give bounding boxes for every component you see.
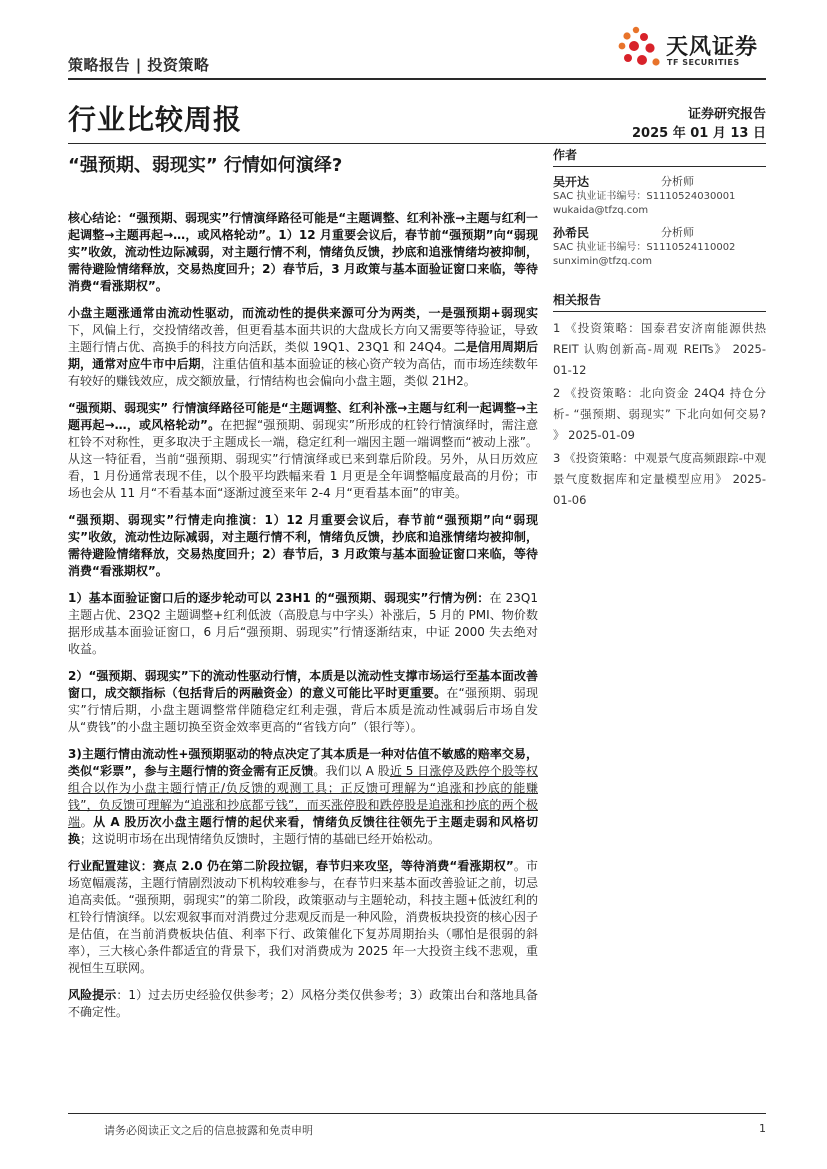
paragraph-8 <box>68 858 538 977</box>
related-report-item[interactable]: 1 《投资策略：国泰君安济南能源供热 REIT 认购创新高-周观 REITs》 2025-01-12 <box>553 321 766 377</box>
p7-text-1: 。我们以 A 股 <box>313 764 390 778</box>
p6-bold-1: 2）“强预期、弱现实”下的流动性驱动行情，本质是以流动性支撑市场运行至基本面改善窗口，成交额指标（包括背后的两融资金）的意义可能比平时更重要。 <box>68 669 538 700</box>
core-conclusion-text: 核心结论：“强预期、弱现实”行情演绎路径可能是“主题调整、红利补涨→主题与红利一起调整→主题再起→…，或风格轮动”。1）12 月重要会议后，春节前“强预期”向“弱现实”收敛，流动性边际减弱，对主题行情不利，情绪负反馈，抄底和追涨情绪均被抑制，需待避险情绪释放，交易热度回升；2）春节后，3 月政策与基本面验证窗口来临，等待消费“看涨期权”。 <box>68 211 538 293</box>
p7-text-3: ；这说明市场在出现情绪负反馈时，主题行情的基础已经开始松动。 <box>80 832 441 846</box>
author-card <box>553 224 766 269</box>
author-email[interactable]: sunximin@tfzq.com <box>553 256 653 267</box>
p7-bold-2: 从 A 股历次小盘主题行情的起伏来看，情绪负反馈往往领先于主题走弱和风格切换 <box>68 815 538 846</box>
logo-text-en: TF SECURITIES <box>667 58 740 67</box>
related-report-item[interactable]: 2 《投资策略：北向资金 24Q4 持仓分析- “强预期、弱现实” 下北向如何交易? 》 2025-01-09 <box>553 386 766 442</box>
authors-heading: 作者 <box>553 146 766 167</box>
p2-text-1: 下，风偏上行，交投情绪改善，但更看基本面共识的大盘成长方向又需要等待验证，导致主题行情占优、高换手的科技方向活跃，类似 19Q1、23Q1 和 24Q4。 <box>68 323 538 354</box>
header-rule <box>68 78 766 80</box>
p8-text-1: 。市场宽幅震荡，主题行情剧烈波动下机构较难参与，在春节归来基本面改善验证之前，切忌追高卖低。“强预期，弱现实”的第二阶段，政策驱动与主题轮动，科技主题+低波红利的杠铃行情演绎。以宏观叙事而对消费过分悲观反而是一种风险，消费板块投资的核心因子是估值，在当前消费板块估值、利率下行、政策催化下复苏周期抬头（哪怕是很弱的斜率），三大核心条件都适宜的背景下，我们对消费成为 2025 年一大投资主线不悲观，重视恒生互联网。 <box>68 859 538 975</box>
p8-bold-1: 行业配置建议：赛点 2.0 仍在第二阶段拉锯，春节归来攻坚，等待消费“看涨期权” <box>68 859 514 873</box>
page-number: 1 <box>759 1122 766 1135</box>
risk-heading: 风险提示 <box>68 988 117 1002</box>
sidebar <box>553 146 766 513</box>
p2-bold-2: 二是信用周期后期，通常对应牛市中后期 <box>68 340 538 371</box>
paragraph-2 <box>68 305 538 390</box>
related-heading: 相关报告 <box>553 291 766 312</box>
p7-bold-1: 3)主题行情由流动性+强预期驱动的特点决定了其本质是一种对估值不敏感的赔率交易，类似“彩票”，参与主题行情的资金需有正反馈 <box>68 747 538 778</box>
page-title: 行业比较周报 <box>68 103 243 136</box>
risk-text: ：1）过去历史经验仅供参考；2）风格分类仅供参考；3）政策出台和落地具备不确定性。 <box>68 988 538 1019</box>
p7-text-2: 。 <box>80 815 94 829</box>
p3-text-1: 在把握“强预期、弱现实”所形成的杠铃行情演绎时，需注意杠铃不对称性，更多取决于主题成长一端，稳定红利一端因主题一端调整而“被动上涨”。从这一特征看，当前“强预期、弱现实”行情演绎或已来到靠后阶段。另外，从日历效应看，1 月份通常表现不佳，以个股平均跌幅来看 1 月更是全年调整幅度最高的月份；市场也会从 11 月“不看基本面“逐渐过渡至来年 2-4 月“更看基本面”的审美。 <box>68 418 539 500</box>
p4-bold: “强预期、弱现实”行情走向推演：1）12 月重要会议后，春节前“强预期”向“弱现实”收敛，流动性边际减弱，对主题行情不利，情绪负反馈，抄底和追涨情绪均被抑制，需待避险情绪释放，交易热度回升；2）春节后，3 月政策与基本面验证窗口来临，等待消费“看涨期权”。 <box>68 513 538 578</box>
p5-bold-1: 1）基本面验证窗口后的逐步轮动可以 23H1 的“强预期、弱现实”行情为例： <box>68 591 490 605</box>
author-header <box>553 224 766 241</box>
author-name: 孙希民 <box>553 226 590 240</box>
report-date: 2025 年 01 月 13 日 <box>632 126 766 141</box>
footer-disclaimer: 请务必阅读正文之后的信息披露和免责申明 <box>104 1124 313 1137</box>
author-card <box>553 173 766 218</box>
footer-rule <box>68 1113 766 1114</box>
author-role: 分析师 <box>661 226 694 239</box>
report-type: 证券研究报告 <box>687 107 766 122</box>
paragraph-7 <box>68 746 538 848</box>
p2-text-2: ，注重估值和基本面验证的核心资产较为高估，而市场连续数年有较好的赚钱效应，成交额放量，行情结构也会偏向小盘主题，类似 21H2。 <box>68 357 538 388</box>
p5-text-1: 在 23Q1 主题占优、23Q2 主题调整+红利低波（高股息与中字头）补涨后，5 月的 PMI、物价数据形成基本面验证窗口，6 月后“强预期、弱现实”行情逐渐结束，中证 2000 失去绝对收益。 <box>68 591 538 656</box>
p7-underline: 近 5 日涨停及跌停个股等权组合以作为小盘主题行情正/负反馈的观测工具；正反馈可理解为“追涨和抄底的能赚钱”，负反馈可理解为“追涨和抄底都亏钱”，而买涨停股和跌停股是追涨和抄底的两个极端 <box>68 764 539 829</box>
author-name: 吴开达 <box>553 175 590 189</box>
logo-text-cn: 天风证券 <box>666 35 759 60</box>
main-body <box>68 210 538 1031</box>
paragraph-risk <box>68 987 538 1021</box>
author-header <box>553 173 766 190</box>
author-sac: SAC 执业证书编号：S1110524110002 <box>553 242 736 253</box>
paragraph-core-conclusion <box>68 210 538 295</box>
p2-bold-1: 小盘主题涨通常由流动性驱动，而流动性的提供来源可分为两类，一是强预期+弱现实 <box>68 306 538 320</box>
report-subtitle: “强预期、弱现实” 行情如何演绎? <box>68 155 343 176</box>
paragraph-4 <box>68 512 538 580</box>
author-sac: SAC 执业证书编号：S1110524030001 <box>553 191 736 202</box>
paragraph-3 <box>68 400 538 502</box>
report-category: 策略报告 | 投资策略 <box>68 56 210 74</box>
paragraph-5 <box>68 590 538 658</box>
related-report-item[interactable]: 3 《投资策略：中观景气度高频跟踪-中观景气度数据库和定量模型应用》 2025-01-06 <box>553 451 766 507</box>
p6-text-1: 在“强预期、弱现实”行情后期，小盘主题调整常伴随稳定红利走强，背后本质是流动性减弱后市场自发从“费钱”的小盘主题切换至资金效率更高的“省钱方向”（银行等）。 <box>68 686 538 734</box>
related-reports <box>553 291 766 511</box>
author-role: 分析师 <box>661 175 694 188</box>
author-email[interactable]: wukaida@tfzq.com <box>553 205 649 216</box>
title-rule <box>68 143 766 144</box>
paragraph-6 <box>68 668 538 736</box>
p3-bold-1: “强预期、弱现实” 行情演绎路径可能是“主题调整、红利补涨→主题与红利一起调整→主题再起→…，或风格轮动”。 <box>68 401 538 432</box>
